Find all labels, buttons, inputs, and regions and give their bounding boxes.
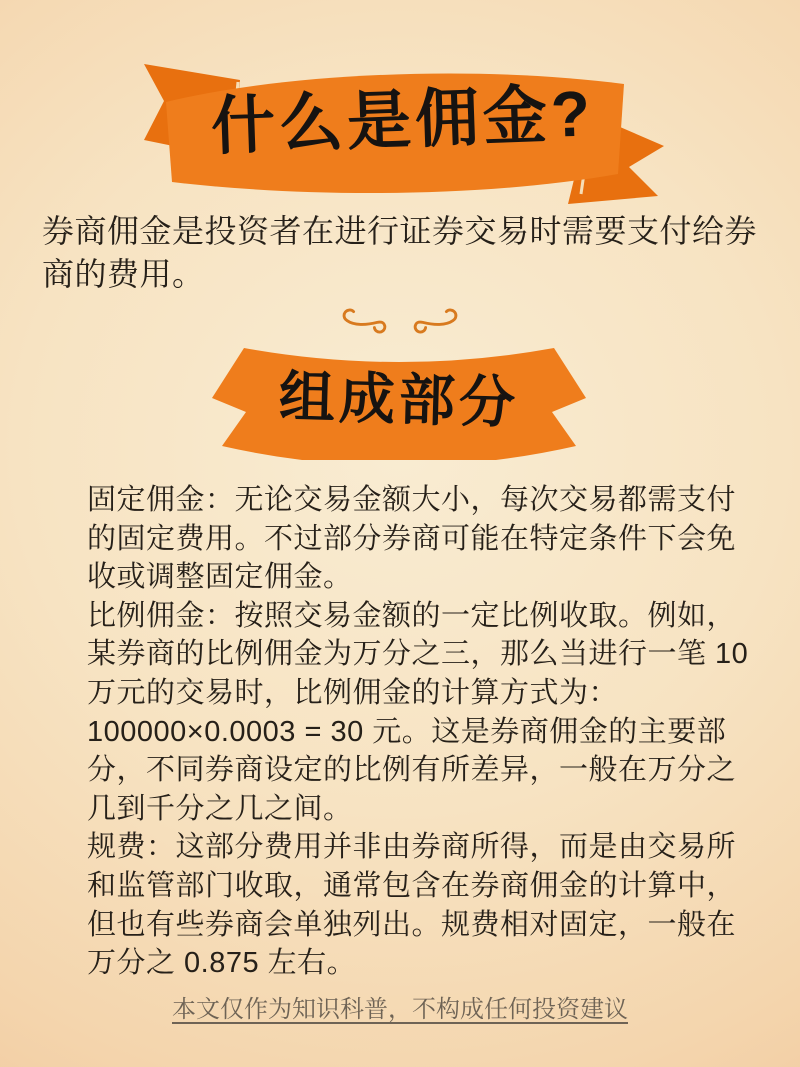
paragraph-term: 固定佣金： (87, 484, 235, 516)
section-title: 组成部分 (278, 364, 520, 435)
body-paragraph (87, 597, 759, 829)
paragraph-term: 比例佣金： (87, 599, 235, 632)
paragraph-text: 按照交易金额的一定比例收取。例如，某券商的比例佣金为万分之三，那么当进行一笔 10 万元的交易时，比例佣金的计算方式为：100000×0.0003 = 30 元。这是券商佣金的主要部分，不同券商设定的比例有所差异，一般在万分之几到千分之几之间。 (87, 599, 749, 825)
paragraph-text: 无论交易金额大小，每次交易都需支付的固定费用。不过部分券商可能在特定条件下会免收或调整固定佣金。 (87, 484, 737, 594)
page-title: 什么是佣金? (209, 77, 596, 163)
section-title-ribbon (210, 340, 588, 460)
body-paragraph (87, 481, 759, 597)
title-ribbon (140, 54, 665, 209)
paragraph-term: 规费： (87, 831, 176, 864)
body-text (87, 481, 759, 983)
paragraph-text: 这部分费用并非由券商所得，而是由交易所和监管部门收取，通常包含在券商佣金的计算中，但也有些券商会单独列出。规费相对固定，一般在万分之 0.875 左右。 (87, 831, 737, 980)
intro-paragraph: 券商佣金是投资者在进行证券交易时需要支付给券商的费用。 (42, 213, 758, 292)
body-paragraph (87, 828, 759, 982)
flourish-divider-icon (332, 306, 468, 344)
footer-disclaimer: 本文仅作为知识科普，不构成任何投资建议 (172, 996, 628, 1023)
